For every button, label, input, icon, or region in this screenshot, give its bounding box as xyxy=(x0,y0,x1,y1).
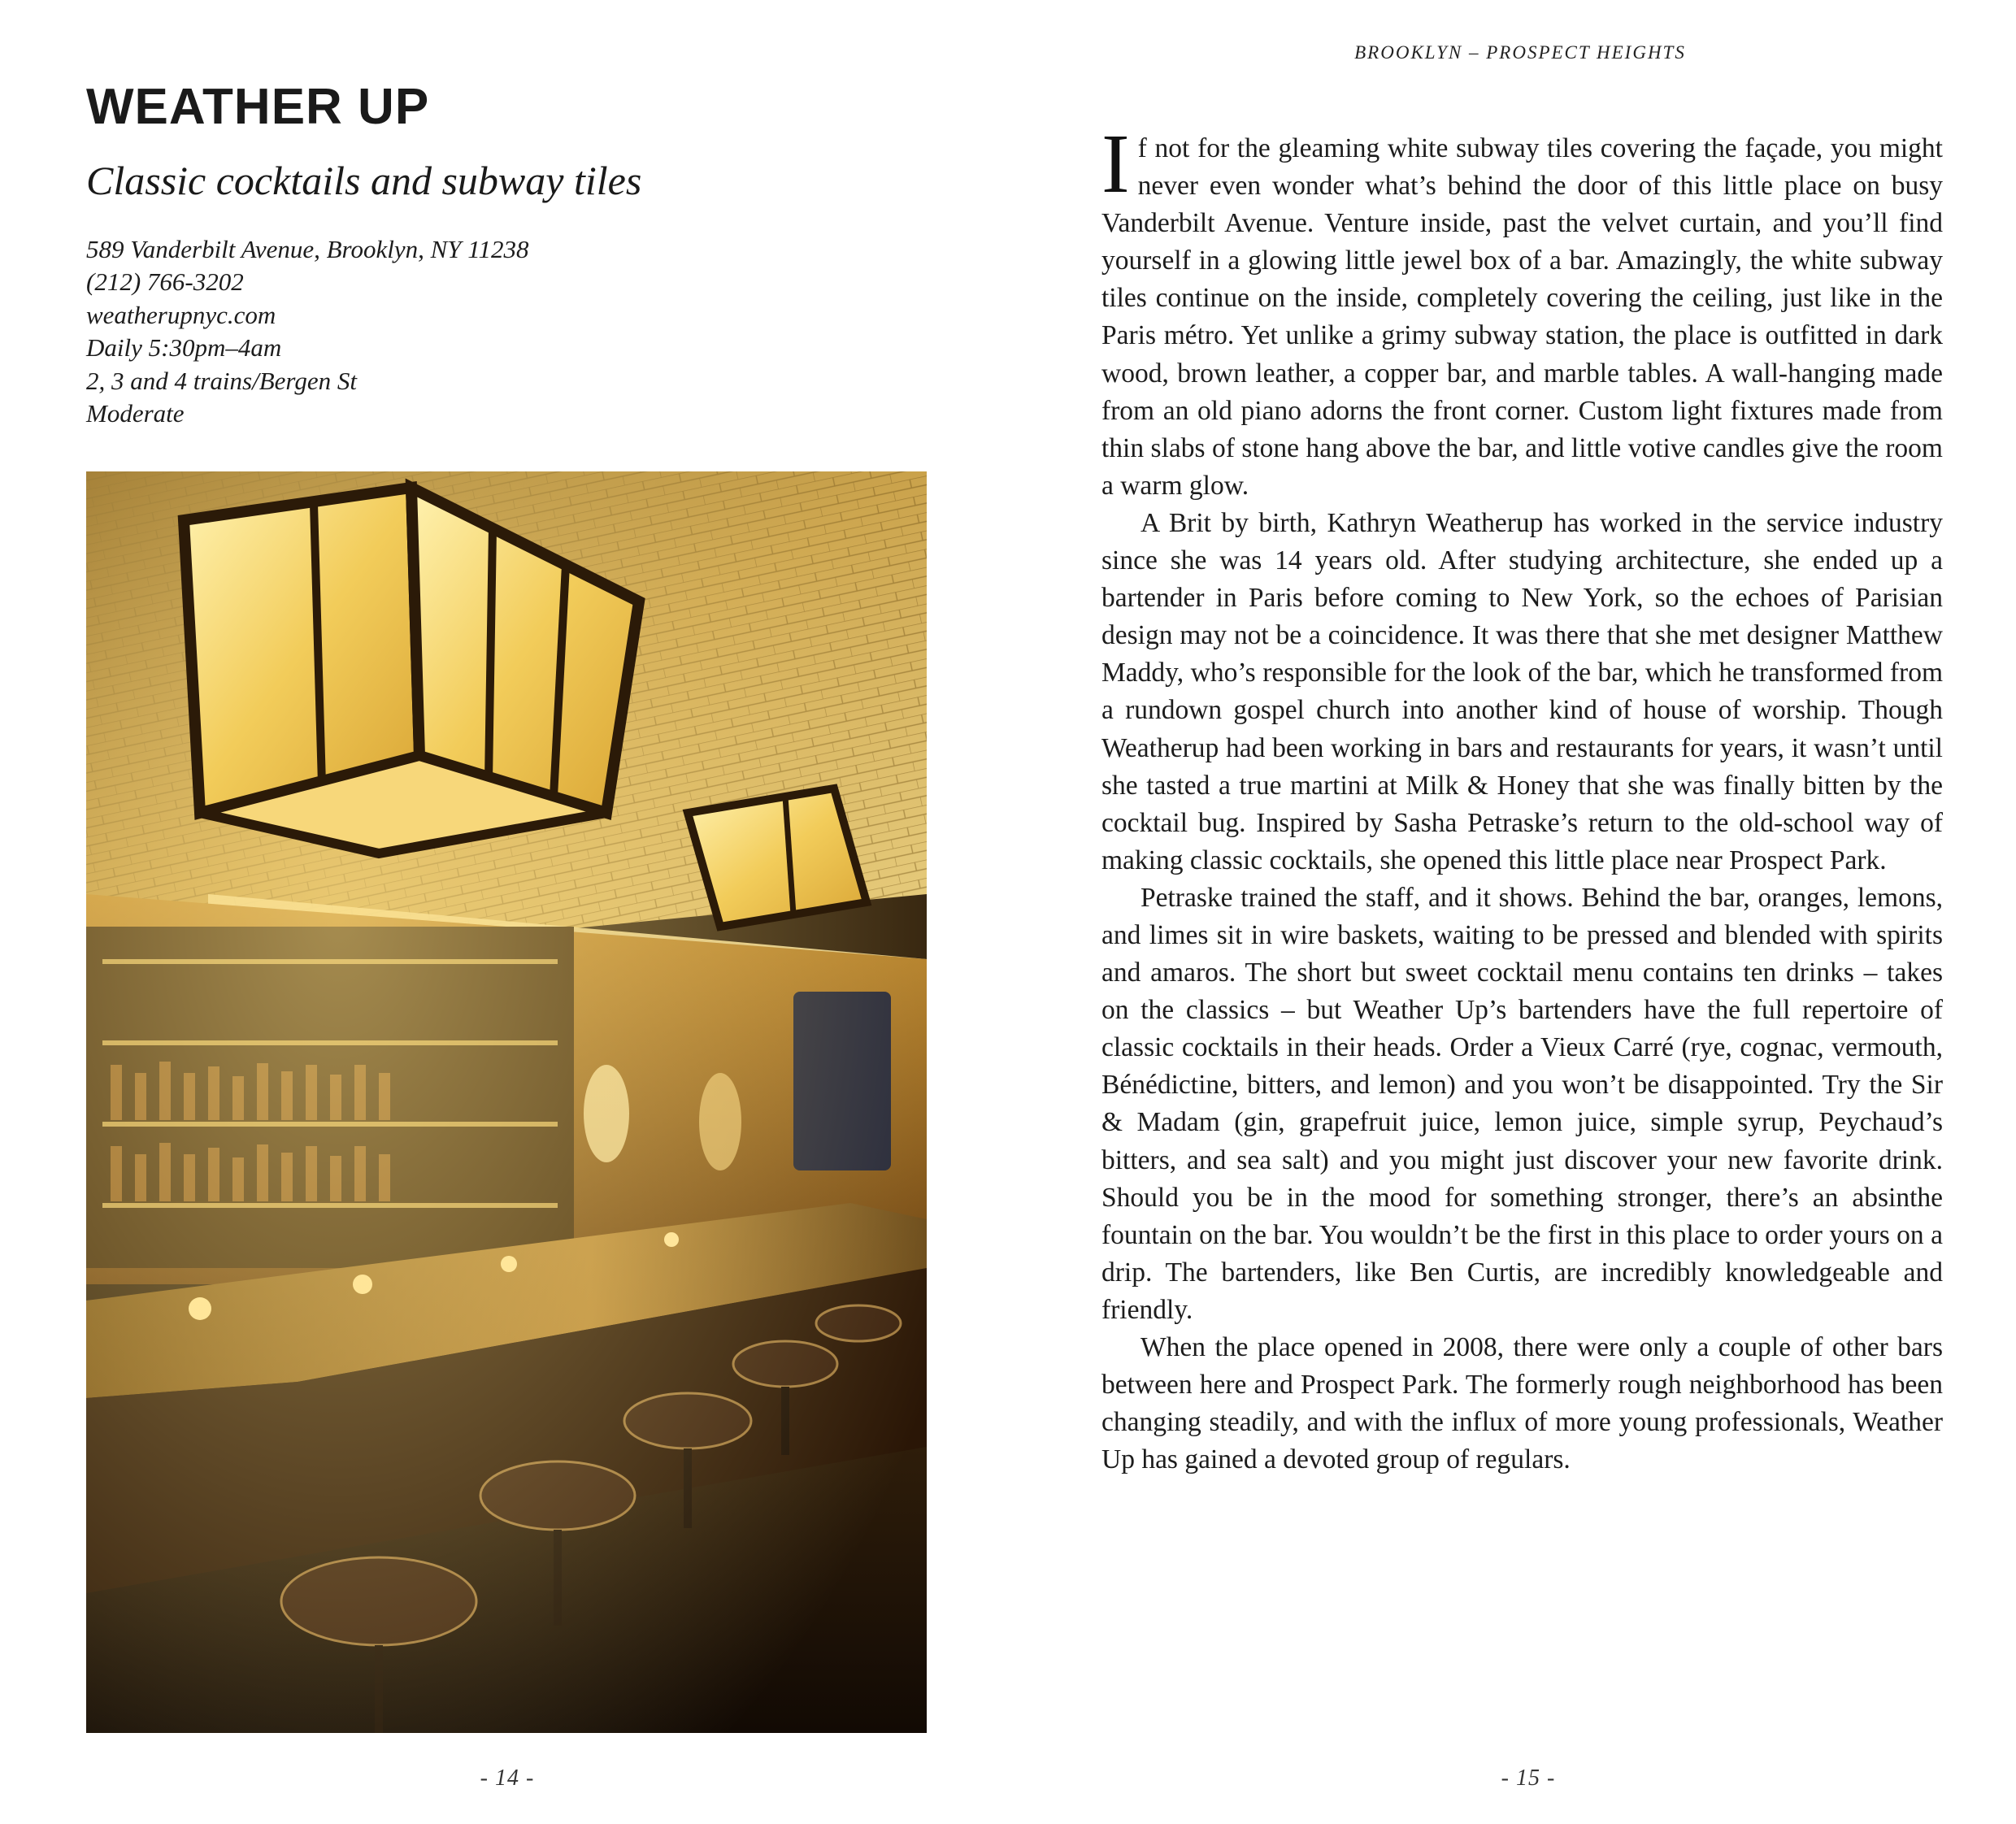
page-number-left: - 14 - xyxy=(480,1765,535,1791)
paragraph-text: f not for the gleaming white subway tiles covering the façade, you might never even wonder what’s behind the door of this little place on busy Vanderbilt Avenue. Venture inside, past the velvet curtain, and you’ll find yourself in a glowing little jewel box of a bar. Amazingly, the white subway tiles continue on the inside, completely covering the ceiling, just like in the Paris métro. Yet unlike a grimy subway station, the place is outfitted in dark wood, brown leather, a copper bar, and marble tables. A wall-hanging made from an old piano adorns the front corner. Custom light fixtures made from thin slabs of stone hang above the bar, and little votive candles give the room a warm glow. xyxy=(1101,133,1943,501)
running-head: BROOKLYN – PROSPECT HEIGHTS xyxy=(1354,42,1686,63)
page-number-right: - 15 - xyxy=(1501,1765,1556,1791)
venue-transit: 2, 3 and 4 trains/Bergen St xyxy=(86,366,357,395)
venue-info-list xyxy=(86,233,528,430)
venue-address: 589 Vanderbilt Avenue, Brooklyn, NY 11238 xyxy=(86,235,529,263)
venue-subtitle: Classic cocktails and subway tiles xyxy=(86,158,642,203)
venue-title: WEATHER UP xyxy=(86,79,430,135)
article-body xyxy=(1101,117,1943,1479)
venue-website: weatherupnyc.com xyxy=(86,300,276,329)
bar-interior-photo xyxy=(86,471,927,1733)
venue-phone: (212) 766-3202 xyxy=(86,267,244,297)
paragraph: A Brit by birth, Kathryn Weatherup has worked in the service industry since she was 14 years old. After studying architecture, she ended up a bartender in Paris before coming to New York, so the echoes of Parisian design may not be a coincidence. It was there that she met designer Matthew Maddy, who’s responsible for the look of the bar, which he transformed from a rundown gospel church into another kind of house of worship. Though Weatherup had been working in bars and restaurants for years, it wasn’t until she tasted a true martini at Milk & Honey that she was finally bitten by the cocktail bug. Inspired by Sasha Petraske’s return to the old-school way of making classic cocktails, she opened this little place near Prospect Park. xyxy=(1101,507,1943,875)
venue-hours: Daily 5:30pm–4am xyxy=(86,333,282,363)
paragraph: Petraske trained the staff, and it shows. Behind the bar, oranges, lemons, and limes sit in wire baskets, waiting to be pressed and blended with spirits and amaros. The short but sweet cocktail menu contains ten drinks – takes on the classics – but Weather Up’s bartenders have the full repertoire of classic cocktails in their heads. Order a Vieux Carré (rye, cognac, vermouth, Bénédictine, bitters, and lemon) and you won’t be disappointed. Try the Sir & Madam (gin, grapefruit juice, lemon juice, simple syrup, Peychaud’s bitters, and sea salt) and you might just discover your new favorite drink. Should you be in the mood for something stronger, there’s an absinthe fountain on the bar. You wouldn’t be the first in this place to order yours on a drip. The bartenders, like Ben Curtis, are incredibly knowledgeable and friendly. xyxy=(1101,882,1943,1325)
paragraph xyxy=(1101,117,1943,505)
venue-price: Moderate xyxy=(86,399,185,428)
paragraph: When the place opened in 2008, there were only a couple of other bars between here and Prospect Park. The formerly rough neighborhood has been changing steadily, and with the influx of more young professionals, Weather Up has gained a devoted group of regulars. xyxy=(1101,1332,1943,1475)
drop-cap: I xyxy=(1101,117,1130,211)
